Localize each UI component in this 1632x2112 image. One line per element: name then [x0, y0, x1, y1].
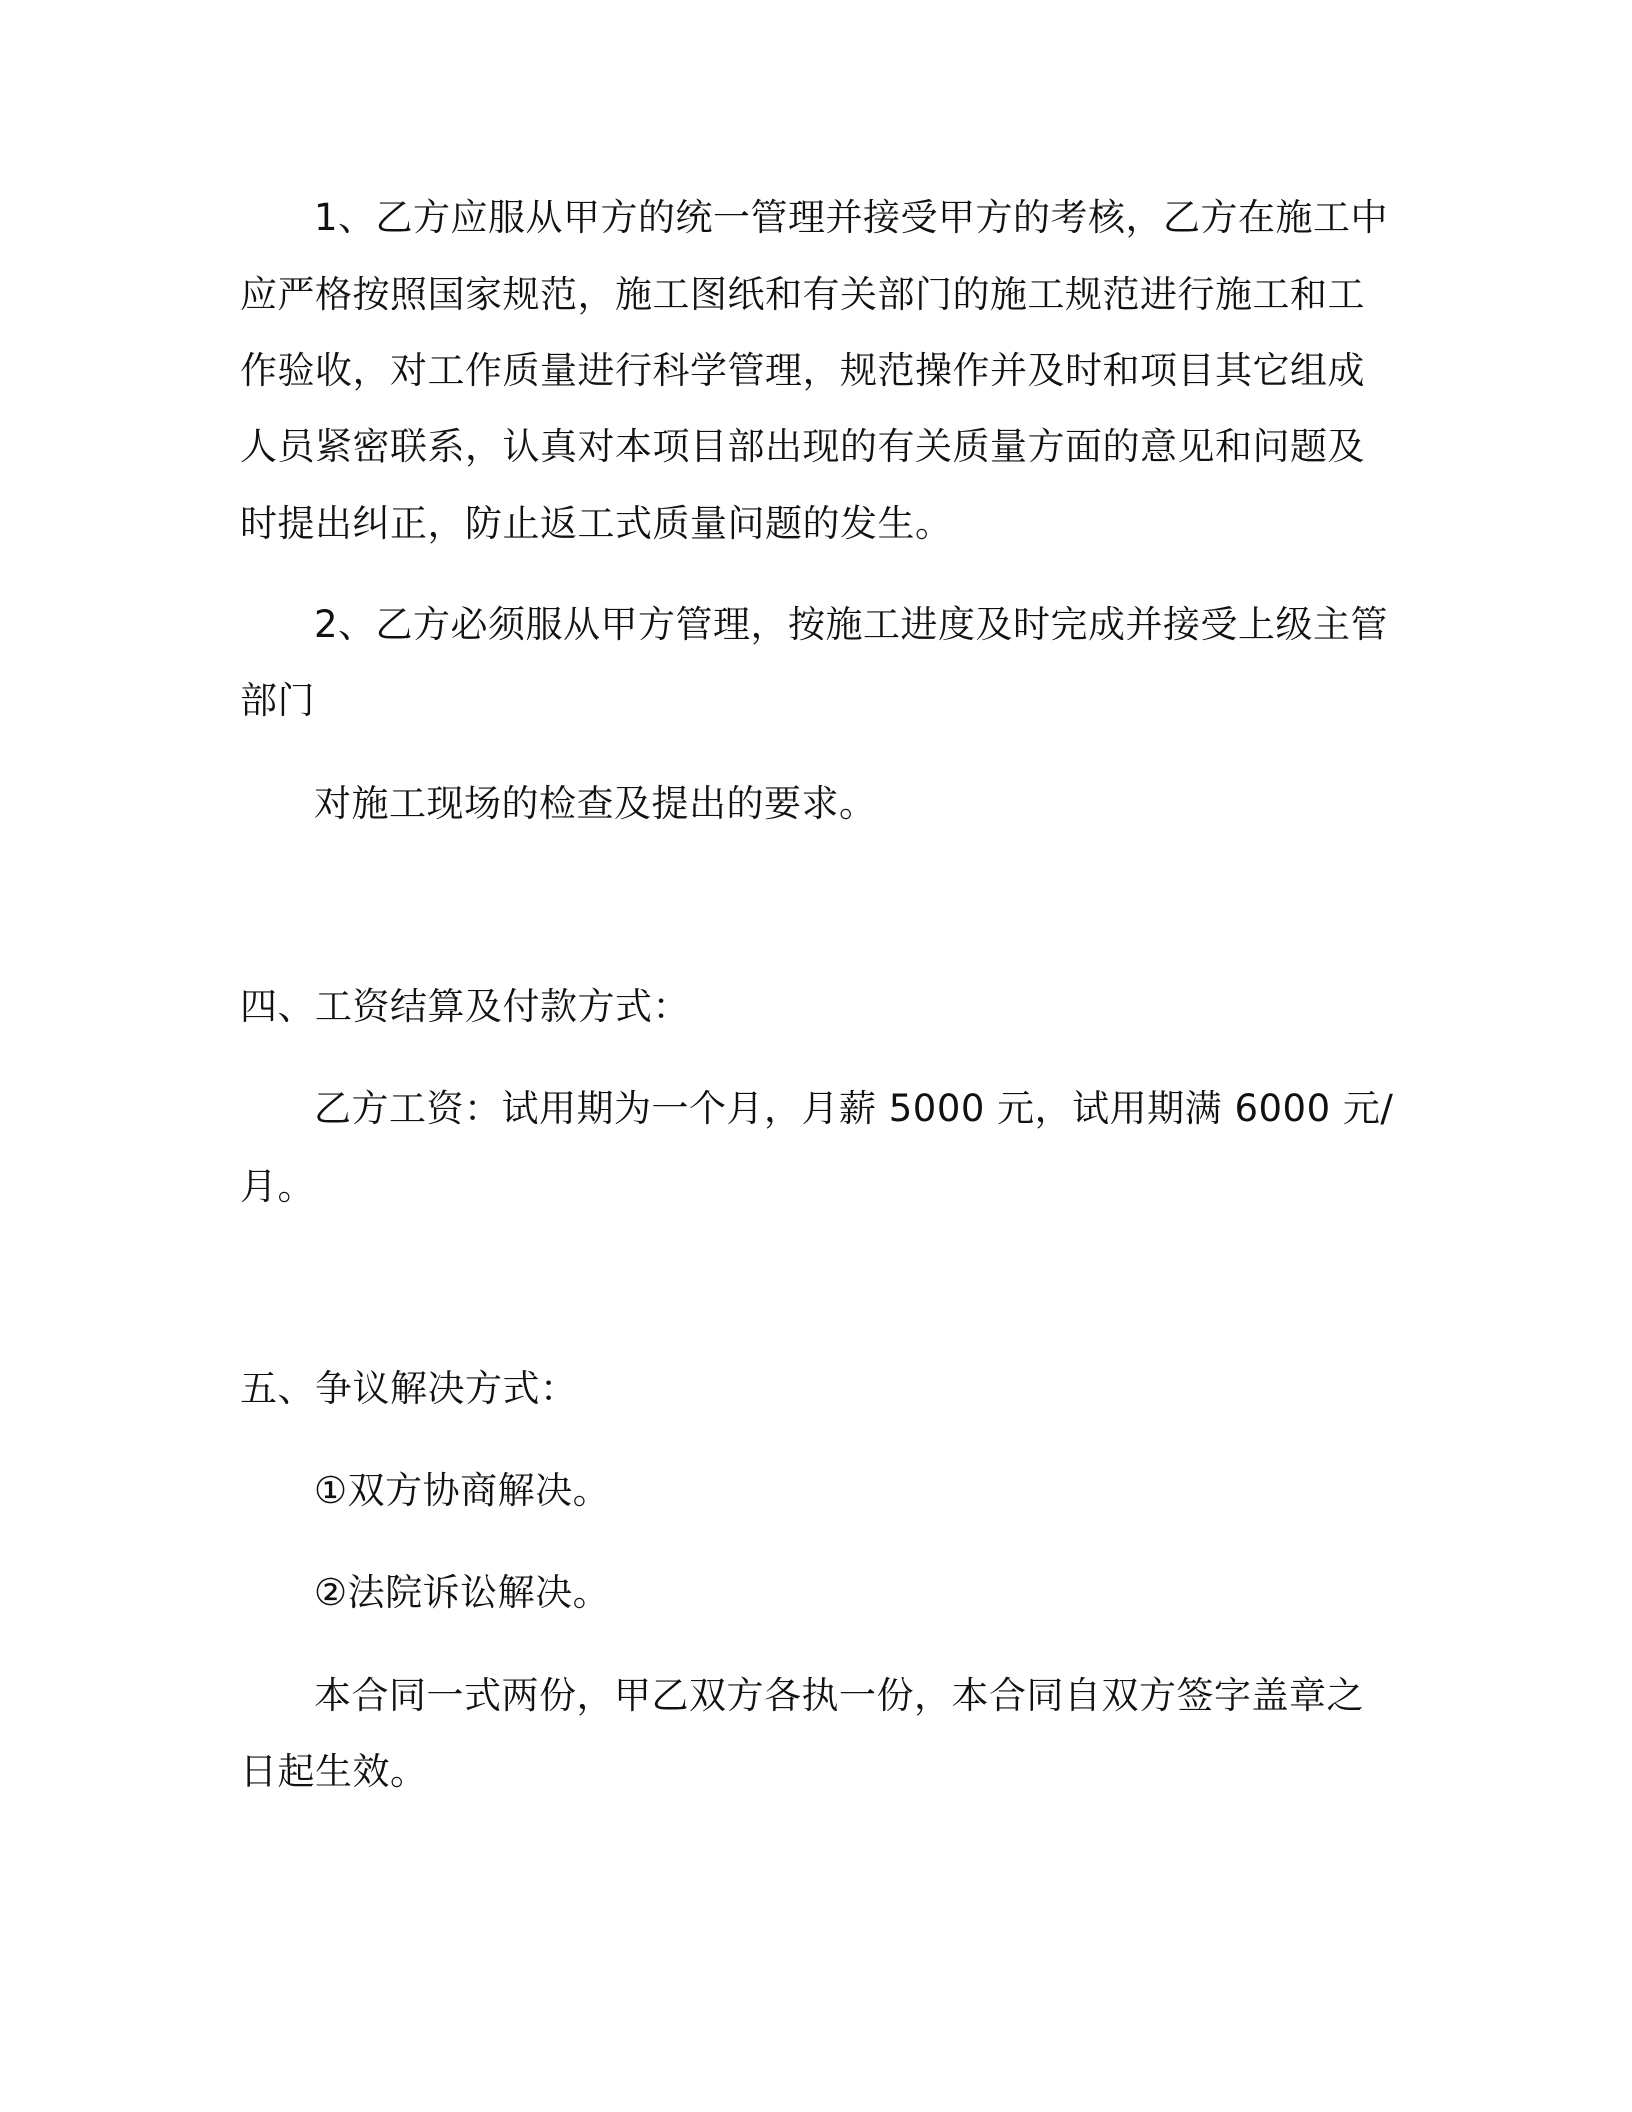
clause-1-line-1: 1、乙方应服从甲方的统一管理并接受甲方的考核，乙方在施工中 [314, 196, 1389, 239]
closing-line-1: 本合同一式两份，甲乙双方各执一份，本合同自双方签字盖章之 [314, 1674, 1364, 1717]
clause-1-line-4: 人员紧密联系，认真对本项目部出现的有关质量方面的意见和问题及 [240, 425, 1365, 468]
clause-2-line-3: 对施工现场的检查及提出的要求。 [314, 782, 877, 825]
section-4-heading: 四、工资结算及付款方式： [240, 985, 690, 1028]
clause-1-line-2: 应严格按照国家规范，施工图纸和有关部门的施工规范进行施工和工 [240, 273, 1365, 316]
clause-2-line-2: 部门 [240, 679, 315, 722]
section-5-option-2: ②法院诉讼解决。 [314, 1571, 611, 1614]
section-5-heading: 五、争议解决方式： [240, 1367, 578, 1410]
section-4-line-1: 乙方工资：试用期为一个月，月薪 5000 元，试用期满 6000 元/ [314, 1087, 1394, 1130]
clause-1-line-3: 作验收，对工作质量进行科学管理，规范操作并及时和项目其它组成 [240, 349, 1365, 392]
section-5-option-1: ①双方协商解决。 [314, 1469, 611, 1512]
clause-2-line-1: 2、乙方必须服从甲方管理，按施工进度及时完成并接受上级主管 [314, 603, 1389, 646]
closing-line-2: 日起生效。 [240, 1750, 428, 1793]
clause-1-line-5: 时提出纠正，防止返工式质量问题的发生。 [240, 502, 953, 545]
section-4-line-2: 月。 [240, 1165, 315, 1208]
